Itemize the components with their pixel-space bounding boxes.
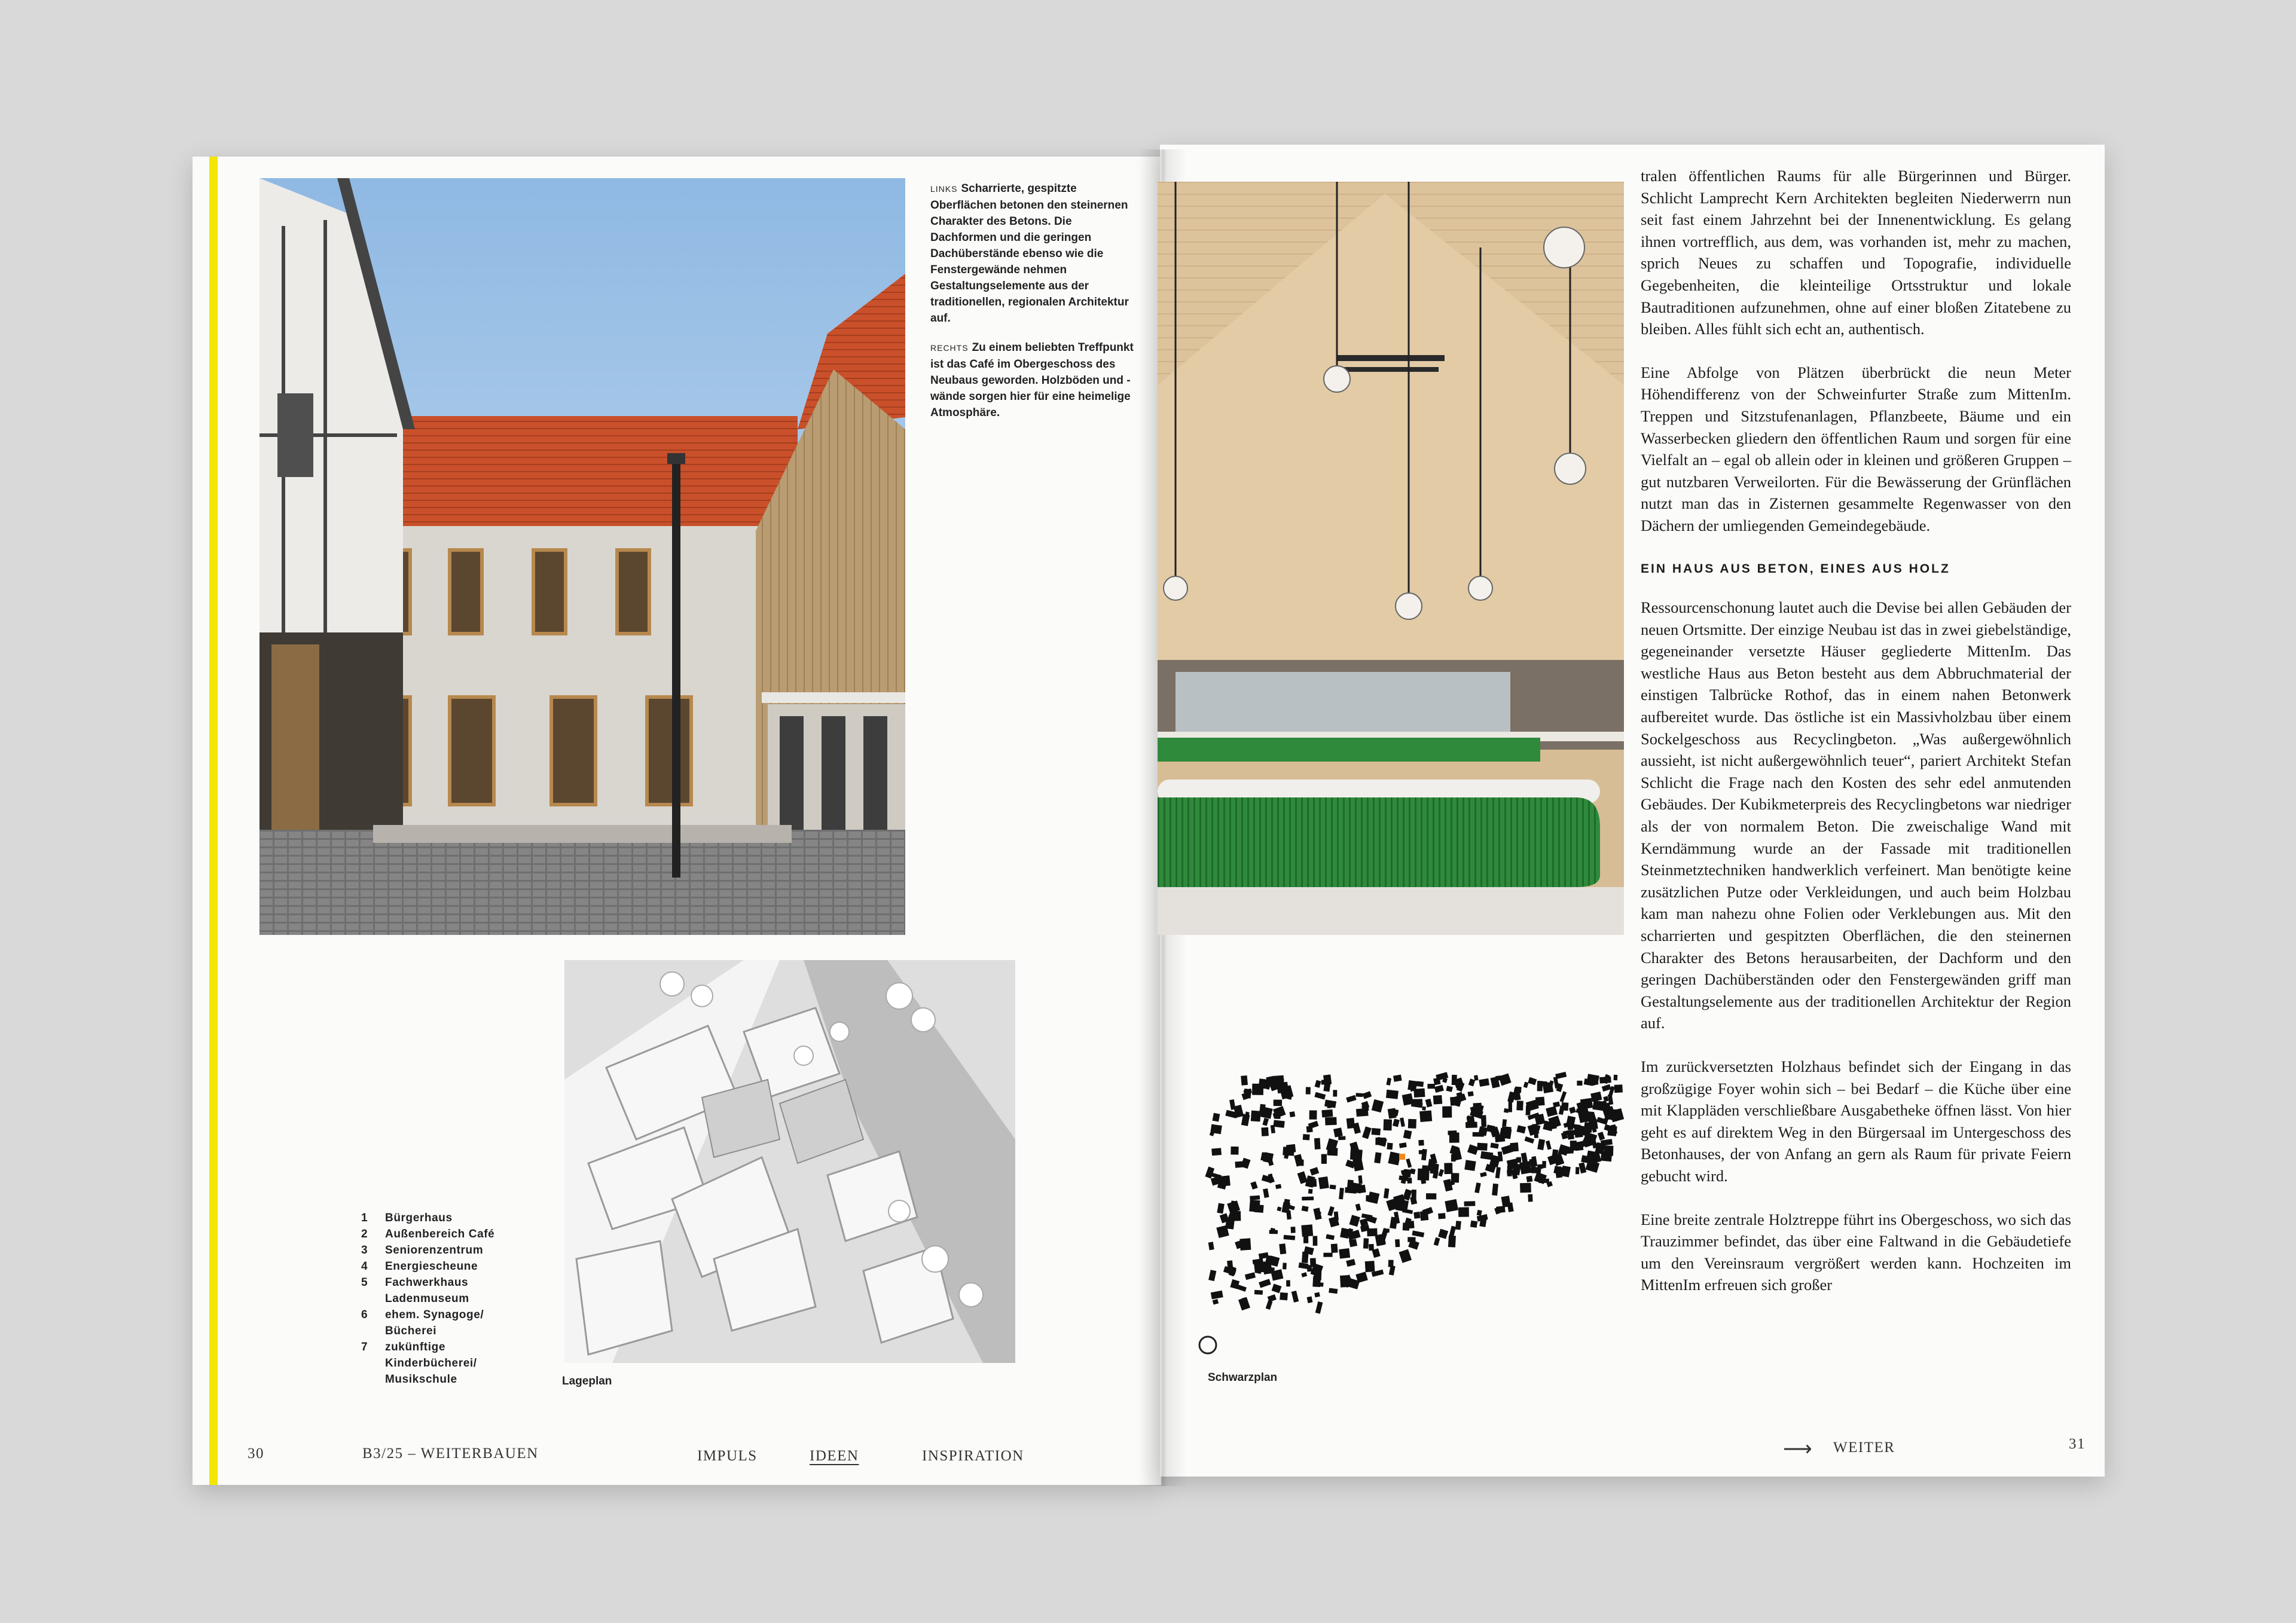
building-block (1504, 1108, 1509, 1113)
building-block (1269, 1230, 1278, 1234)
building-block (1403, 1130, 1412, 1139)
building-block (1213, 1113, 1220, 1122)
building-block (1526, 1176, 1533, 1182)
building-block (1567, 1130, 1574, 1139)
building-block (1403, 1169, 1411, 1178)
yellow-page-edge (209, 157, 218, 1485)
paragraph: Eine Abfolge von Plätzen überbrückt die neun Meter Höhendifferenz von der Schweinfurter Straße zum MittenIm. Treppen und Sitzstufenanlagen, Pflanzbeete, Bäume und ein Wasserbecken gliedern den öffentlichen Raum und sorgen für eine Vielfalt an – egal ob allein oder in kleinen und größeren Gruppen – gut nutzbaren Verweilorten. Für die Bewässerung der Grünflächen nutzt man das in Zisternen gesammelte Regenwasser von den Dächern der umliegenden Gemeindegebäude. (1641, 363, 2071, 534)
building-block (1452, 1075, 1457, 1085)
building-block (1516, 1125, 1526, 1133)
building-block (1292, 1291, 1299, 1303)
building-block (1286, 1144, 1296, 1153)
building-block (1333, 1090, 1337, 1096)
building-block (1301, 1224, 1313, 1237)
building-block (1569, 1107, 1576, 1114)
building-block (1407, 1237, 1415, 1242)
building-block (1339, 1188, 1344, 1200)
paragraph: Im zurückversetzten Holzhaus befindet sich der Eingang in das großzügige Foyer wohin sich – bei Bedarf – die Küche über eine mit Klappläden verschließbare Ausgabetheke öffnen lässt. Von hier geht es auf direktem Weg in den Bürgersaal im Untergeschoss des Betonhauses, der von Anfang an gern als Raum für private Feiern gebucht wird. (1641, 1057, 2071, 1185)
building-block (1309, 1110, 1317, 1119)
building-block (1326, 1234, 1335, 1240)
building-block (1231, 1147, 1238, 1155)
building-block (1250, 1196, 1260, 1200)
building-block (1314, 1292, 1320, 1297)
building-block (1261, 1127, 1268, 1136)
building-block (1309, 1167, 1319, 1175)
building-block (1272, 1283, 1282, 1293)
nav-ideen[interactable]: IDEEN (810, 1448, 859, 1464)
building-block (1412, 1230, 1424, 1237)
building-block (1523, 1082, 1529, 1089)
building-block (1366, 1195, 1370, 1201)
legend-item: 5 Fachwerkhaus Ladenmuseum (361, 1276, 469, 1305)
building-block (1284, 1235, 1296, 1240)
building-block (1438, 1169, 1444, 1177)
building-block (1286, 1211, 1292, 1220)
building-block (1583, 1122, 1593, 1133)
article-body (1641, 165, 2071, 1318)
building-block (1347, 1118, 1355, 1129)
building-block (1528, 1077, 1537, 1085)
building-block (1598, 1132, 1605, 1141)
building-block (1254, 1261, 1266, 1273)
building-block (1363, 1238, 1369, 1249)
building-block (1211, 1291, 1223, 1300)
building-block (1546, 1106, 1558, 1117)
building-block (1455, 1221, 1461, 1230)
building-block (1393, 1118, 1400, 1127)
building-block (1614, 1075, 1618, 1080)
site-plan-legend (361, 1210, 552, 1387)
building-block (1490, 1143, 1498, 1149)
building-block (1481, 1115, 1486, 1127)
building-block (1614, 1084, 1623, 1093)
building-block (1238, 1297, 1250, 1311)
building-block (1534, 1133, 1538, 1138)
building-block (1290, 1111, 1296, 1117)
building-block (1283, 1263, 1287, 1269)
building-block (1573, 1124, 1580, 1129)
building-block (1218, 1175, 1231, 1187)
building-block (1374, 1152, 1381, 1163)
building-block (1434, 1237, 1440, 1246)
building-block (1433, 1095, 1443, 1105)
building-block (1315, 1301, 1323, 1314)
building-block (1449, 1226, 1456, 1238)
building-block (1590, 1092, 1602, 1102)
next-link[interactable]: WEITER (1833, 1439, 1895, 1456)
building-block (1387, 1143, 1393, 1150)
building-block (1537, 1081, 1543, 1091)
building-block (1473, 1132, 1484, 1137)
building-block (1286, 1280, 1290, 1286)
building-block (1399, 1142, 1407, 1148)
building-block (1324, 1100, 1336, 1108)
building-block (1363, 1091, 1372, 1099)
cafe-interior-photo (1158, 182, 1624, 935)
nav-impuls[interactable]: IMPULS (697, 1448, 758, 1464)
section-heading: EIN HAUS AUS BETON, EINES AUS HOLZ (1641, 561, 1950, 576)
building-block (1464, 1160, 1476, 1171)
building-block (1308, 1189, 1313, 1194)
building-block (1329, 1288, 1338, 1294)
building-block (1535, 1097, 1545, 1106)
building-block (1473, 1103, 1482, 1114)
building-block (1422, 1107, 1426, 1111)
building-block (1578, 1162, 1586, 1173)
building-block (1358, 1175, 1363, 1184)
legend-item: 7 zukünftige Kinderbücherei/ Musikschule (361, 1341, 477, 1386)
building-block (1339, 1248, 1350, 1259)
building-block (1434, 1085, 1444, 1093)
building-block (1492, 1184, 1498, 1196)
building-block (1211, 1148, 1222, 1156)
figure-ground-plan (1196, 968, 1626, 1363)
building-block (1546, 1141, 1552, 1150)
building-block (1419, 1150, 1424, 1154)
caption-left: LINKS Scharrierte, gespitzte Oberflächen betonen den steinernen Charakter des Betons. Die Dachformen und die geringen Dachüberstände ebenso wie die Fenstergewände nehmen Gestaltungselemente aus der traditionellen, regionalen Architektur auf. (930, 182, 1129, 325)
building-block (1418, 1140, 1424, 1146)
building-block (1307, 1296, 1313, 1303)
building-block (1507, 1202, 1514, 1212)
building-block (1574, 1141, 1583, 1151)
paragraph: tralen öffentlichen Raums für alle Bürgerinnen und Bürger. Schlicht Lamprecht Kern Architekten begleiten Niederwerrn nun seit fast einem Jahrzehnt bei der Innenentwicklung. Es gelang ihnen vortrefflich, aus dem, was vorhanden ist, mehr zu machen, sprich Neues zu schaffen und Topografie, individuelle Gegebenheiten, die kleinteilige Ortsstruktur und lokale Bautraditionen aufzunehmen, ohne auf einer bloßen Zitatebene zu bleiben. Alles fühlt sich echt an, authentisch. (1641, 167, 2071, 338)
building-block (1347, 1179, 1354, 1190)
building-block (1263, 1188, 1269, 1198)
building-block (1406, 1159, 1412, 1168)
building-block (1297, 1171, 1308, 1184)
building-block (1318, 1176, 1329, 1189)
building-block (1236, 1285, 1247, 1292)
building-block (1480, 1151, 1494, 1160)
building-block (1274, 1078, 1284, 1087)
building-block (1416, 1081, 1424, 1087)
building-block (1321, 1109, 1333, 1117)
building-block (1502, 1119, 1507, 1126)
building-block (1325, 1117, 1337, 1126)
building-block (1315, 1080, 1321, 1088)
legend-item: 2 Außenbereich Café (361, 1228, 495, 1240)
building-block (1251, 1111, 1261, 1122)
building-block (1330, 1185, 1336, 1190)
site-plan-label: Lageplan (562, 1375, 612, 1387)
building-block (1480, 1172, 1487, 1177)
nav-inspiration[interactable]: INSPIRATION (922, 1448, 1024, 1464)
building-block (1468, 1091, 1474, 1096)
building-block (1407, 1080, 1417, 1091)
building-block (1520, 1183, 1531, 1193)
building-block (1273, 1120, 1284, 1128)
building-block (1542, 1161, 1546, 1168)
building-block (1277, 1206, 1281, 1211)
building-block (1250, 1181, 1257, 1190)
building-block (1384, 1228, 1390, 1233)
building-block (1346, 1259, 1355, 1267)
north-arrow-icon (1199, 1337, 1216, 1353)
building-block (1303, 1134, 1310, 1141)
building-block (1420, 1211, 1428, 1221)
project-highlight (1399, 1154, 1405, 1160)
building-block (1400, 1117, 1405, 1127)
building-block (1340, 1275, 1349, 1288)
building-block (1537, 1139, 1545, 1150)
building-block (1516, 1101, 1523, 1110)
building-block (1314, 1092, 1326, 1100)
issue-title: B3/25 – WEITERBAUEN (362, 1445, 539, 1462)
building-block (1413, 1212, 1420, 1219)
building-block (1384, 1119, 1393, 1130)
building-block (1474, 1075, 1478, 1080)
building-block (1501, 1145, 1513, 1155)
building-block (1528, 1194, 1532, 1202)
building-block (1229, 1099, 1235, 1110)
building-block (1291, 1227, 1296, 1233)
building-block (1500, 1131, 1507, 1139)
building-block (1442, 1107, 1452, 1118)
building-block (1607, 1126, 1617, 1136)
building-block (1577, 1081, 1582, 1086)
building-block (1448, 1236, 1456, 1248)
building-block (1449, 1132, 1460, 1142)
page-number-right: 31 (2069, 1436, 2086, 1452)
building-block (1559, 1105, 1565, 1115)
building-block (1495, 1167, 1501, 1178)
building-block (1427, 1084, 1435, 1089)
building-block (1458, 1207, 1469, 1217)
building-block (1275, 1184, 1281, 1189)
building-block (1498, 1073, 1511, 1086)
building-block (1467, 1144, 1479, 1155)
building-block (1524, 1136, 1534, 1144)
building-block (1392, 1092, 1397, 1098)
building-block (1559, 1091, 1567, 1102)
building-block (1444, 1163, 1452, 1174)
building-block (1372, 1099, 1384, 1112)
building-block (1399, 1249, 1412, 1263)
building-block (1259, 1279, 1271, 1288)
figure-ground-label: Schwarzplan (1208, 1371, 1278, 1384)
photo-captions (930, 181, 1134, 434)
building-block (1576, 1167, 1579, 1174)
building-block (1279, 1243, 1286, 1254)
building-block (1602, 1084, 1611, 1092)
paragraph: Ressourcenschonung lautet auch die Devise bei allen Gebäuden der neuen Ortsmitte. Der einzige Neubau ist das in zwei giebelständige, gegeneinander versetzte Häuser gegliederte MittenIm. Das westliche Haus aus Beton besteht aus dem Abbruchmaterial der einstigen Talbrücke Rothof, das in einem nahen Betonwerk aufbereitet wurde. Das östliche ist ein Massivholzbau über einem Sockelgeschoss aus Recyclingbeton. „Was außergewöhnlich aussieht, ist nicht außergewöhnlich teuer“, pariert Architekt Stefan Schlicht die Frage nach den Kosten des sehr edel anmutenden Gebäudes. Der Kubikmeterpreis des Recyclingbetons war niedriger als der von normalem Beton. Die zweischalige Wand mit Kerndämmung wurde an der Fassade mit traditionellen Steinmetztechniken handwerklich verfeinert. Man benötigte keine zusätzlichen Putze oder Verkleidungen, und auch beim Holzbau kam man nahezu ohne Folien oder Verklebungen aus. Mit den scharrierten und gespitzten Oberflächen, die den steinernen Charakter des Betons herausarbeiten, der Dachform und den geringen Dachüberständen oder den Fenstergewänden griff man Gestaltungselemente aus der traditionellen Architektur der Region auf. (1641, 598, 2071, 1032)
building-block (1252, 1084, 1263, 1095)
building-block (1599, 1077, 1611, 1084)
building-block (1280, 1292, 1288, 1300)
building-block (1395, 1239, 1400, 1247)
building-block (1349, 1239, 1357, 1247)
building-block (1213, 1299, 1219, 1305)
courtyard-photo (259, 178, 905, 935)
building-block (1477, 1143, 1488, 1151)
building-block (1254, 1205, 1263, 1213)
building-block (1306, 1087, 1311, 1094)
building-block (1438, 1229, 1448, 1239)
legend-item: 6 ehem. Synagoge/ Bücherei (361, 1309, 484, 1337)
building-block (1355, 1203, 1361, 1211)
building-block (1333, 1127, 1343, 1137)
building-block (1338, 1136, 1345, 1141)
building-block (1321, 1154, 1327, 1164)
building-block (1331, 1243, 1338, 1253)
building-block (1396, 1199, 1409, 1212)
building-block (1372, 1128, 1381, 1135)
building-block (1425, 1099, 1433, 1108)
caption-right: RECHTS Zu einem beliebten Treffpunkt ist das Café im Obergeschoss des Neubaus geworden. Holzböden und -wände sorgen hier für eine heimelige Atmosphäre. (930, 341, 1134, 419)
legend-item: 3 Seniorenzentrum (361, 1244, 484, 1257)
building-block (1553, 1102, 1560, 1108)
building-block (1235, 1161, 1243, 1167)
paragraph: Eine breite zentrale Holztreppe führt ins Obergeschoss, wo sich das Trauzimmer befindet, das über eine Faltwand in die Gebäudetiefe um den Vereinsraum vergrößert werden kann. Hochzeiten im MittenIm erfreuen sich großer (1641, 1210, 2071, 1294)
building-block (1306, 1126, 1313, 1132)
building-block (1388, 1151, 1400, 1165)
building-block (1323, 1253, 1332, 1257)
building-block (1465, 1121, 1477, 1128)
building-block (1365, 1261, 1375, 1272)
building-block (1418, 1169, 1430, 1181)
building-block (1451, 1173, 1460, 1182)
building-block (1369, 1244, 1374, 1251)
building-block (1384, 1188, 1389, 1199)
building-block (1284, 1199, 1290, 1206)
building-block (1346, 1095, 1356, 1103)
building-block (1604, 1145, 1614, 1156)
building-block (1307, 1265, 1312, 1271)
building-block (1299, 1263, 1309, 1269)
building-block (1393, 1075, 1402, 1082)
building-block (1313, 1236, 1318, 1246)
building-block (1408, 1119, 1416, 1129)
building-block (1217, 1203, 1225, 1214)
building-block (1349, 1215, 1360, 1227)
building-block (1477, 1210, 1482, 1216)
building-block (1225, 1219, 1235, 1230)
building-block (1603, 1096, 1608, 1102)
building-block (1555, 1072, 1567, 1079)
site-plan-drawing (564, 960, 1015, 1363)
building-block (1386, 1078, 1391, 1086)
arrow-right-icon: ⟶ (1783, 1438, 1812, 1460)
building-block (1301, 1272, 1307, 1277)
building-block (1438, 1213, 1446, 1219)
building-block (1474, 1182, 1481, 1193)
building-block (1262, 1118, 1269, 1126)
building-block (1446, 1086, 1453, 1092)
building-block (1245, 1272, 1256, 1280)
building-block (1208, 1270, 1216, 1281)
building-block (1468, 1078, 1476, 1086)
building-block (1208, 1242, 1214, 1250)
building-block (1355, 1093, 1363, 1097)
legend-item: 4 Energiescheune (361, 1260, 478, 1273)
building-block (1509, 1101, 1512, 1112)
building-block (1302, 1206, 1309, 1212)
building-block (1302, 1197, 1314, 1201)
building-block (1327, 1206, 1335, 1217)
building-block (1426, 1193, 1436, 1199)
building-block (1479, 1078, 1489, 1087)
page-number-left: 30 (248, 1445, 264, 1462)
building-block (1464, 1201, 1476, 1206)
building-block (1470, 1221, 1477, 1228)
building-block (1362, 1126, 1372, 1139)
building-block (1419, 1110, 1432, 1122)
building-block (1501, 1126, 1511, 1132)
legend-item: 1 Bürgerhaus (361, 1212, 453, 1224)
building-block (1294, 1154, 1303, 1166)
building-block (1241, 1075, 1248, 1086)
building-block (1314, 1138, 1321, 1150)
building-block (1274, 1100, 1282, 1107)
building-block (1552, 1150, 1558, 1159)
building-block (1313, 1208, 1321, 1220)
building-block (1254, 1290, 1263, 1295)
building-block (1445, 1199, 1458, 1212)
building-block (1356, 1108, 1369, 1117)
building-block (1314, 1271, 1321, 1280)
